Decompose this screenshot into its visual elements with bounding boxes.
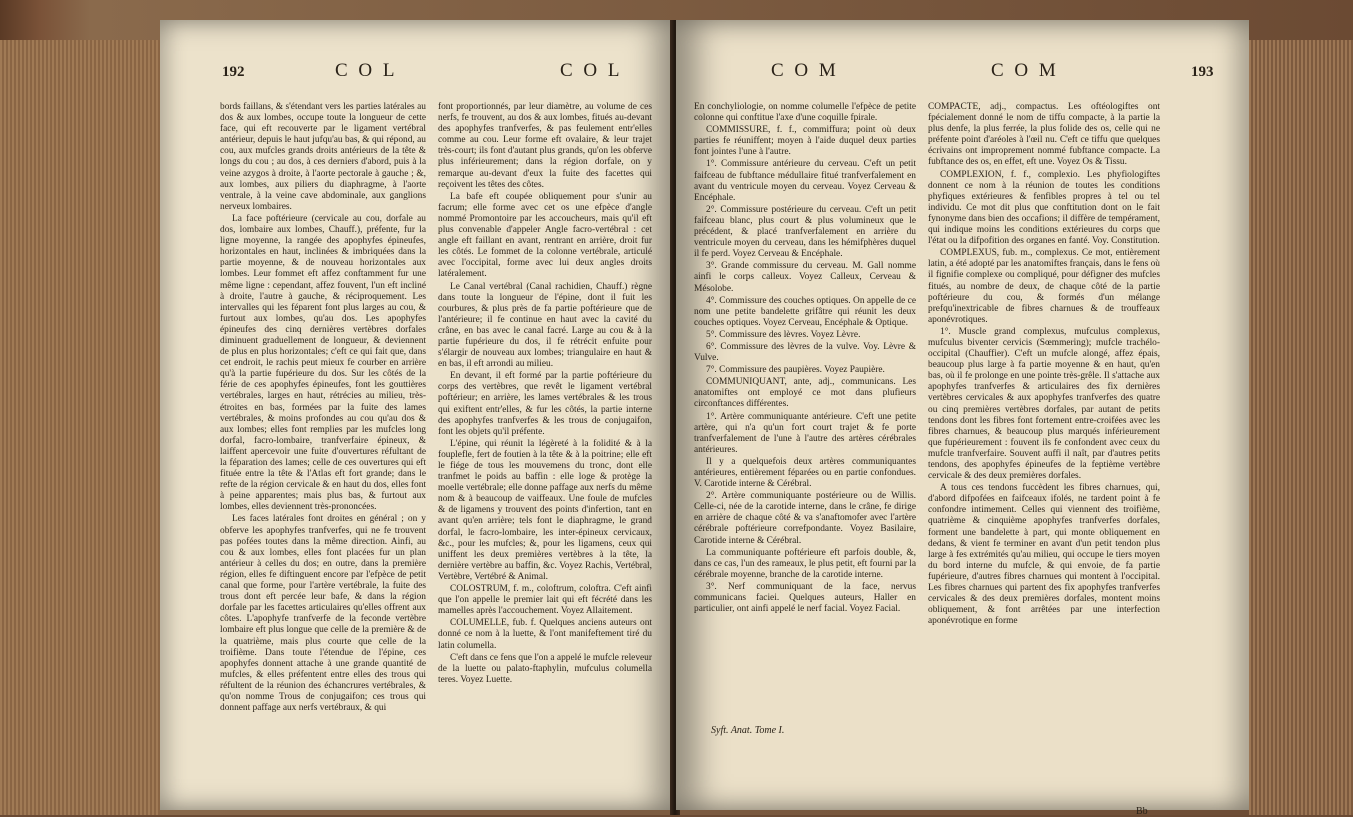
- paragraph: La bafe eft coupée obliquement pour s'unir au facrum; elle forme avec cet os une efpèce d'angle nommé Promontoire par les accoucheurs, mais qu'il eft plus convenable d'appeler Angle facro-vertébral : cet angle eft faillant en avant, rentrant en arrière, droit fur les côtés. Le fommet de la colonne vertébrale, articulé avec l'occipital, forme avec lui deux angles droits latéralement.: [438, 191, 652, 280]
- dictionary-entry: COLUMELLE, fub. f. Quelques anciens auteurs ont donné ce nom à la luette, & l'ont manifeftement tiré du latin columella.: [438, 618, 652, 651]
- paragraph: 4°. Commissure des couches optiques. On appelle de ce nom une petite bandelette grifâtre qui réunit les deux couches optiques. Voyez Cerveau, Encéphale & Optique.: [694, 295, 916, 328]
- paragraph: 6°. Commissure des lèvres de la vulve. Voy. Lèvre & Vulve.: [694, 341, 916, 364]
- right-page-edges: [1249, 40, 1353, 815]
- paragraph: C'eft dans ce fens que l'on a appelé le mufcle releveur de la luette ou palato-ftaphylin, mufculus columella teres. Voyez Luette.: [438, 652, 652, 685]
- dictionary-entry: COMMISSURE, f. f., commiffura; point où deux parties fe réuniffent; moyen à l'aide duquel deux parties font jointes l'une à l'autre.: [694, 125, 916, 158]
- dictionary-entry: COMMUNIQUANT, ante, adj., communicans. Les anatomiftes ont employé ce mot dans plufieurs circonftances différentes.: [694, 377, 916, 410]
- dictionary-entry: COMPLEXION, f. f., complexio. Les phyfiologiftes donnent ce nom à la réunion de toutes les conditions phyfiques extérieures & fenfibles propres à tel ou tel individu. Ce mot dit plus que conftitution dont on le fait fynonyme dans bien des occafions; il diffère de tempérament, qui indique moins les conditions extérieures du corps que l'état ou la difpofition des organes en fanté. Voy. Constitution.: [928, 169, 1160, 247]
- paragraph: En conchyliologie, on nomme columelle l'efpèce de petite colonne qui conftitue l'axe d'une coquille fpirale.: [694, 102, 916, 124]
- paragraph: 1°. Commissure antérieure du cerveau. C'eft un petit faifceau de fubftance médullaire fitué tranfverfalement en avant du ventricule moyen du cerveau. Voyez Cerveau & Encéphale.: [694, 159, 916, 203]
- paragraph: 1°. Muscle grand complexus, mufculus complexus, mufculus biventer cervicis (Sœmmering); mufcle trachélo-occipital (Chauffier). C'eft un mufcle alongé, affez épais, beaucoup plus large à fa partie moyenne & en haut, qu'en bas, où il fe prolonge en une pointe très-grêle. Il s'attache aux apophyfes tranfverfes & articulaires des fix dernières vertèbres cervicales & aux apophyfes tranfverfes des quatre ou cinq premières vertèbres dorfales, par autant de petits tendons dont les fibres font fortement entre-croifées avec les fibres charnues, & beaucoup plus marqués inférieurement que fupérieurement : fouvent ils fe confondent avec ceux du mufcle tranfverfaire. Souvent auffi il naît, par d'autres petits tendons, des apophyfes épineufes de la feptième vertèbre cervicale & des deux premières dorfales.: [928, 326, 1160, 482]
- left-column-2: [438, 102, 652, 817]
- volume-footer: Syft. Anat. Tome I.: [711, 725, 785, 736]
- dictionary-entry: COLOSTRUM, f. m., coloftrum, coloftra. C'eft ainfi que l'on appelle le premier lait qui eft fécrété dans les mamelles après l'accouchement. Voyez Allaitement.: [438, 584, 652, 617]
- left-folio: 192: [222, 64, 245, 80]
- signature-mark: Bb: [1136, 806, 1148, 817]
- paragraph: bords faillans, & s'étendant vers les parties latérales au dos & aux lombes, occupe toute la longueur de cette face, qui eft recouverte par le ligament vertébral antérieur, depuis le haut jufqu'au bas, & qui répond, au cou, aux mufcles grands droits antérieurs de la tête & longs du cou ; au dos, à ces derniers d'abord, puis à la veine azygos à droite, à l'aorte pectorale à gauche ; &, aux lombes, aux piliers du diaphragme, à l'aorte ventrale, à la veine cave abdominale, aux ganglions nerveux lombaires.: [220, 102, 426, 212]
- left-column-1: [220, 102, 426, 817]
- paragraph: Le Canal vertébral (Canal rachidien, Chauff.) règne dans toute la longueur de l'épine, dont il fuit les courbures, & plus près de fa partie poftérieure que de l'antérieure; il fe continue en haut avec la cavité du crâne, en bas avec le canal facré. Large au cou & à la partie fupérieure du dos, il fe rétrécit enfuite pour s'élargir de nouveau aux lombes; triangulaire en haut & en bas, il eft arrondi au milieu.: [438, 281, 652, 370]
- paragraph: 1°. Artère communiquante antérieure. C'eft une petite artère, qui n'a qu'un fort court trajet & fe porte tranfverfalement de l'une à l'autre des artères cérébrales antérieures.: [694, 411, 916, 455]
- right-running-head-2: C O M: [991, 60, 1059, 81]
- paragraph: La face poftérieure (cervicale au cou, dorfale au dos, lombaire aux lombes, Chauff.), préfente, fur la ligne moyenne, la rangée des apophyfes épineufes, horizontales en haut, inclinées & imbriquées dans la partie moyenne, & de nouveau horizontales aux lombes. Leur fommet eft affez conftamment fur une même ligne : cependant, affez fouvent, l'un eft incliné à droite, l'autre à gauche, & réciproquement. Les intervalles qui les féparent font plus larges au cou, & furtout aux lombes, qu'au dos. Les apophyfes épineufes des cinq dernières vertèbres dorfales diminuent graduellement de longueur, & deviennent de plus en plus horizontales; c'eft ce qui fait que, dans cet endroit, le rachis peut mieux fe courber en arrière qu'à la partie fupérieure du dos. Sur les côtés de la férie de ces apophyfes épineufes, font les gouttières vertébrales, larges en haut, rétrécies au milieu, très-étroites en bas, formées par la fuite des lames vertébrales, & moins profondes au cou qu'au dos & aux lombes; elles font remplies par les mufcles long dorfal, facro-lombaire, tranfverfaire épineux, & laiffent apercevoir une fuite d'ouvertures réfultant de la féparation des lames; celle de ces ouvertures qui eft fituée entre la tête & l'Atlas eft fort grande; dans le refte de la région cervicale & en haut du dos, elles font à peine apparentes; mais plus bas, & furtout aux lombes, elles deviennent très-prononcées.: [220, 213, 426, 513]
- right-column-1: [694, 102, 916, 722]
- left-page: [160, 20, 673, 810]
- dictionary-entry: COMPLEXUS, fub. m., complexus. Ce mot, entièrement latin, a été adopté par les anatomiftes français, dans le fens où il fignifie complexe ou compliqué, pour défigner des mufcles fitués, au nombre de deux, de chaque côté de la partie poftérieure du cou, & formés d'un mélange prefqu'inextricable de fibres charnues & de trouffeaux aponévrotiques.: [928, 248, 1160, 325]
- left-running-head-2: C O L: [560, 60, 623, 81]
- dictionary-entry: COMPACTE, adj., compactus. Les oftéologiftes ont fpécialement donné le nom de tiffu compacte, à la partie la plus denfe, la plus ferrée, la plus folide des os, celle qui ne préfente point d'aréoles à l'œil nu. C'eft ce tiffu que quelques écrivains ont improprement nommé fubftance compacte. La fubftance des os, en effet, eft une. Voyez Os & Tissu.: [928, 102, 1160, 168]
- paragraph: Les faces latérales font droites en général ; on y obferve les apophyfes tranfverfes, qui ne fe trouvent pas pofées toutes dans la même direction. Ainfi, au cou & aux lombes, elles font placées fur un plan antérieur à celles du dos; en outre, dans la première région, elles fe diftinguent encore par l'efpèce de petit canal que forme, pour l'artère vertébrale, la fuite des trous dont eft percée leur bafe, & dans la région dorfale par les facettes articulaires qu'elles offrent aux côtes. L'apophyfe tranfverfe de la feconde vertèbre lombaire eft plus longue que celle de la première & de la quatrième, mais plus courte que celle de la troifième. Dans toute l'étendue de l'épine, ces apophyfes donnent attache à une grande quantité de mufcles, & elles préfentent entre elles des trous qui réfultent de la réunion des échancrures vertébrales, & qu'on nomme Trous de conjugaifon; ces trous qui donnent paffage aux nerfs vertébraux, & qui: [220, 514, 426, 714]
- right-running-head-1: C O M: [771, 60, 839, 81]
- paragraph: font proportionnés, par leur diamètre, au volume de ces nerfs, fe trouvent, au dos & aux lombes, fitués au-devant des apophyfes tranfverfes, & pas feulement entr'elles comme au cou. Leur forme eft ovalaire, & leur trajet très-court; ils font d'autant plus grands, qu'on les obferve plus inférieurement; dans la région dorfale, on y remarque au-devant d'eux la fuite des facettes qui reçoivent les têtes des côtes.: [438, 102, 652, 190]
- paragraph: La communiquante poftérieure eft parfois double, &, dans ce cas, l'un des rameaux, le plus petit, eft fourni par la cérébrale moyenne, branche de la carotide interne.: [694, 547, 916, 580]
- right-folio: 193: [1191, 64, 1214, 80]
- paragraph: Il y a quelquefois deux artères communiquantes antérieures, entièrement féparées ou en partie confondues. V. Carotide interne & Cérébral.: [694, 456, 916, 490]
- paragraph: 7°. Commissure des paupières. Voyez Paupière.: [706, 365, 885, 376]
- left-running-head-1: C O L: [335, 60, 398, 81]
- paragraph: 3°. Nerf communiquant de la face, nervus communicans faciei. Quelques auteurs, Haller en particulier, ont ainfi appelé le nerf facial. Voyez Facial.: [694, 581, 916, 615]
- paragraph: 2°. Artère communiquante postérieure ou de Willis. Celle-ci, née de la carotide interne, dans le crâne, fe dirige en arrière de chaque côté & va s'anaftomofer avec l'artère cérébrale poftérieure correfpondante. Voyez Basilaire, Carotide interne & Cérébral.: [694, 491, 916, 546]
- right-column-2: [928, 102, 1160, 817]
- left-page-edges: [0, 40, 160, 815]
- paragraph: 2°. Commissure postérieure du cerveau. C'eft un petit faifceau blanc, plus court & plus volumineux que le précédent, & placé tranfverfalement en arrière du ventricule moyen du cerveau, dans les hémifphères duquel il fe perd. Voyez Cerveau & Encéphale.: [694, 204, 916, 260]
- right-page: [676, 20, 1249, 817]
- paragraph: 5°. Commissure des lèvres. Voyez Lèvre.: [706, 329, 861, 340]
- paragraph: En devant, il eft formé par la partie poftérieure du corps des vertèbres, que revêt le ligament vertébral poftérieur; en arrière, les lames vertébrales & les trous qui exiftent entr'elles, & fur les côtés, la partie interne des apophyfes tranfverfes & les trous de conjugaifon, font les objets qu'il préfente.: [438, 371, 652, 437]
- paragraph: 3°. Grande commissure du cerveau. M. Gall nomme ainfi le corps calleux. Voyez Calleux, Cerveau & Mésolobe.: [694, 261, 916, 294]
- paragraph: A tous ces tendons fuccèdent les fibres charnues, qui, d'abord difpofées en faifceaux ifolés, ne tardent point à fe confondre intimement. Celles qui viennent des troifième, quatrième & cinquième apophyfes tranfverfes dorfales, forment une bandelette à part, qui monte obliquement en dedans, & vient fe terminer en avant d'un petit tendon plus large à fes extrémités qu'au milieu, qui occupe le tiers moyen du bord interne du mufcle, & qui envoie, de fa partie fupérieure, d'autres fibres charnues qui montent à l'occipital. Les fibres charnues qui partent des fix apophyfes tranfverfes cervicales & des deux premières dorfales, montent moins obliquement, & font arrêtées par une interfection aponévrotique en forme: [928, 483, 1160, 627]
- paragraph: L'épine, qui réunit la légèreté à la folidité & à la fouplefle, fert de foutien à la tête & à la poitrine; elle eft le fiége de tous les mouvemens du tronc, dont elle tranfmet le poids au baffin : elle loge & protège la moelle vertébrale; elle donne paffage aux nerfs du même nom & à beaucoup de vaiffeaux. Une foule de mufcles & de ligamens y trouvent des points d'infertion, tant en avant qu'en arrière; tels font le diaphragme, le grand dorfal, le facro-lombaire, les inter-épineux cervicaux, &c., pour les mufcles; &, pour les ligamens, ceux qui uniffent les deux premières vertèbres à la tête, la dernière vertèbre au baffin, &c. Voyez Rachis, Vertébral, Vertèbre, Vertébré & Animal.: [438, 438, 652, 582]
